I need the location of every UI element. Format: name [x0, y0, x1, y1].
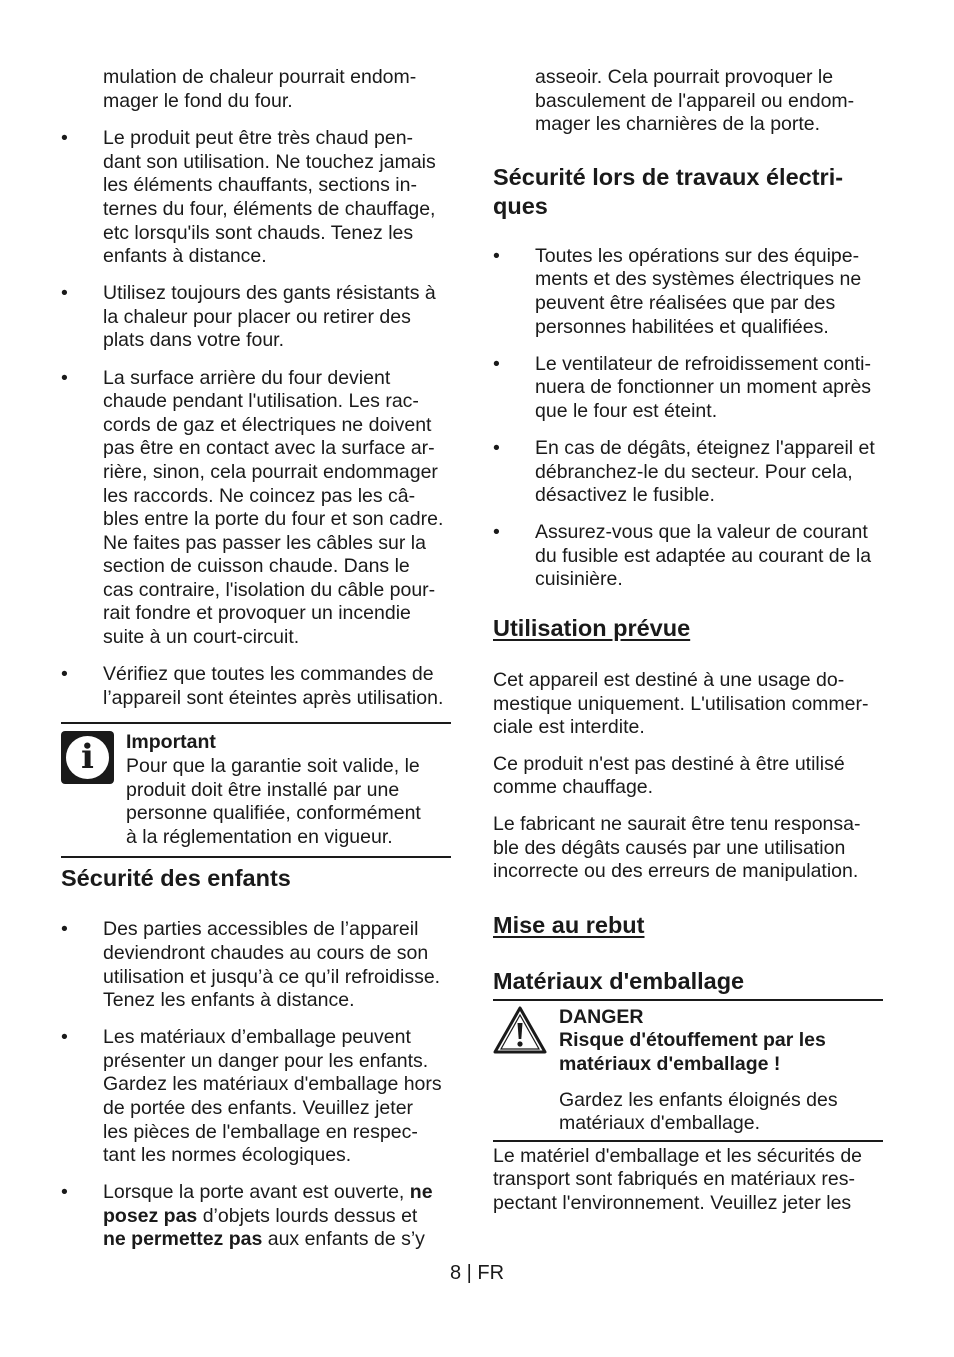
intro-continuation: mulation de chaleur pourrait endom- mager le fond du four. — [103, 66, 417, 112]
page-number: 8 | FR — [449, 1262, 505, 1284]
children-safety-heading: Sécurité des enfants — [61, 865, 291, 892]
danger-text: Gardez les enfants éloignés des matériaux d'emballage. — [559, 1088, 838, 1135]
intended-use-paragraph: Ce produit n'est pas destiné à être utilisé comme chauffage. — [493, 752, 845, 799]
intro-continuation: asseoir. Cela pourrait provoquer le basculement de l'appareil ou endom- mager les charnières de la porte. — [535, 66, 855, 136]
list-item: • Des parties accessibles de l’appareil deviendront chaudes au cours de son utilisation et jusqu’à ce qu’il refroidisse. Tenez les enfants à distance. — [61, 918, 466, 1012]
important-text: Pour que la garantie soit valide, le produit doit être installé par une personne qualifiée, conformément à la réglementation en vigueur. — [126, 754, 421, 848]
list-item: • Toutes les opérations sur des équipe- ments et des systèmes électriques ne peuvent être réalisées que par des personnes habilitées et qualifiées. — [493, 245, 898, 339]
list-item: • Assurez-vous que la valeur de courant du fusible est adaptée au courant de la cuisinière. — [493, 521, 898, 592]
intended-use-paragraph: Le fabricant ne saurait être tenu responsa- ble des dégâts causés par une utilisation incorrecte ou des erreurs de manipulation. — [493, 812, 861, 883]
important-notice — [61, 722, 451, 858]
warning-triangle-icon — [493, 1006, 547, 1054]
last-bullet-bold-1: ne posez pas — [103, 1181, 433, 1227]
list-item: • Vérifiez que toutes les commandes de l’appareil sont éteintes après utilisation. — [61, 663, 466, 710]
last-bullet-bold-2: ne permettez pas — [103, 1228, 263, 1251]
list-item: • Les matériaux d’emballage peuvent présenter un danger pour les enfants. Gardez les matériaux d'emballage hors de portée des enfants. Veuillez jeter les pièces de l'emballage en respec- tant les normes écologiques. — [61, 1026, 466, 1168]
list-item: • Le ventilateur de refroidissement conti- nuera de fonctionner un moment après que le four est éteint. — [493, 353, 898, 424]
packaging-materials-heading: Matériaux d'emballage — [493, 967, 745, 994]
list-item: • Le produit peut être très chaud pen- dant son utilisation. Ne touchez jamais les éléments chauffants, sections in- ternes du four, éléments de chauffage, etc lorsqu'ils sont chauds. Tenez les enfants à distance. — [61, 127, 466, 269]
last-bullet-text-3: aux enfants de s’y — [262, 1228, 425, 1251]
info-icon: i — [61, 731, 114, 784]
electrical-bullet-list — [493, 245, 898, 592]
last-bullet-text-1: Lorsque la porte avant est ouverte, — [103, 1181, 410, 1204]
danger-notice — [493, 999, 883, 1142]
disposal-heading: Mise au rebut — [493, 911, 645, 938]
danger-title: DANGER — [559, 1005, 644, 1028]
danger-subtitle: Risque d'étouffement par les matériaux d'emballage ! — [559, 1029, 826, 1075]
intended-use-paragraph: Cet appareil est destiné à une usage do- mestique uniquement. L'utilisation commer- ciale est interdite. — [493, 669, 869, 739]
list-item: • En cas de dégâts, éteignez l'appareil et débranchez-le du secteur. Pour cela, désactivez le fusible. — [493, 437, 898, 508]
important-title: Important — [126, 731, 216, 754]
last-bullet-text-2: d’objets lourds dessus et — [202, 1204, 418, 1227]
intended-use-heading: Utilisation prévue — [493, 615, 691, 641]
safety-bullet-list — [61, 127, 466, 710]
children-bullet-list — [61, 918, 466, 1252]
list-item: • La surface arrière du four devient chaude pendant l'utilisation. Les rac- cords de gaz et électriques ne doivent pas être en contact avec la surface ar- rière, sinon, cela pourrait endommager les raccords. Ne coincez pas les câ- bles entre la porte du four et son cadre. Ne faites pas passer les câbles sur la section de cuisson chaude. Dans le cas contraire, l'isolation du câble pour- rait fondre et provoquer un incendie suite à un court-circuit. — [61, 367, 466, 650]
list-item — [61, 1181, 466, 1252]
right-column — [493, 66, 898, 1216]
electrical-safety-heading: Sécurité lors de travaux électri- ques — [493, 163, 844, 219]
list-item: • Utilisez toujours des gants résistants à la chaleur pour placer ou retirer des plats dans votre four. — [61, 282, 466, 353]
left-column — [61, 66, 466, 1266]
packaging-closing-text: Le matériel d'emballage et les sécurités de transport sont fabriqués en matériaux res- pectant l'environnement. Veuillez jeter les — [493, 1144, 863, 1214]
